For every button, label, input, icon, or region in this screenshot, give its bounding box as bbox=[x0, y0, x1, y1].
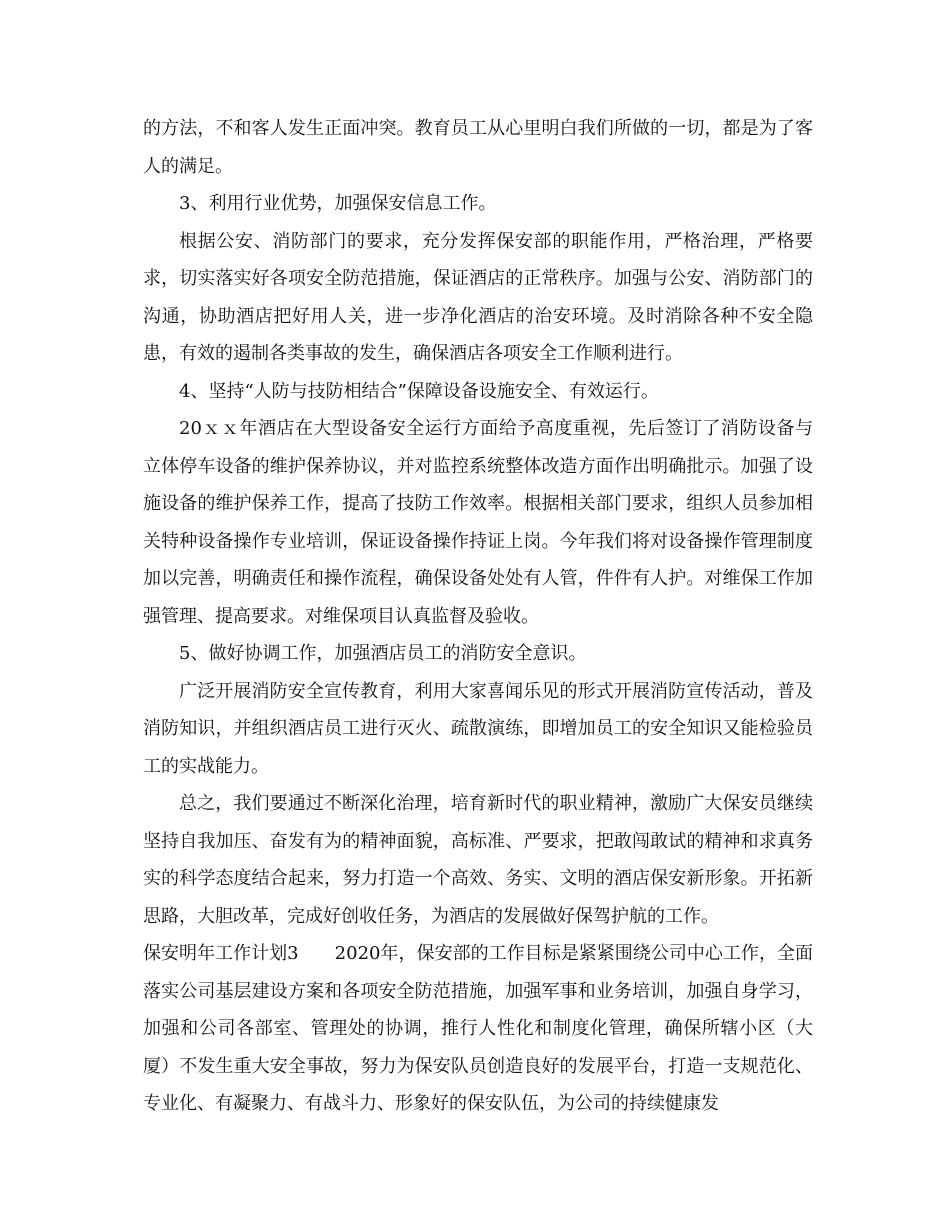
heading-item-3: 3、利用行业优势，加强保安信息工作。 bbox=[179, 193, 497, 214]
heading-item-4: 4、坚持“人防与技防相结合”保障设备设施安全、有效运行。 bbox=[179, 380, 659, 402]
document-body bbox=[143, 110, 813, 1123]
paragraph-continuation: 的方法，不和客人发生正面冲突。教育员工从心里明白我们所做的一切，都是为了客人的满足。 bbox=[143, 118, 813, 177]
paragraph-equipment-maintenance: 20ｘｘ年酒店在大型设备安全运行方面给予高度重视，先后签订了消防设备与立体停车设备的维护保养协议，并对监控系统整体改造方面作出明确批示。加强了设施设备的维护保养工作，提高了技防工作效率。根据相关部门要求，组织人员参加相关特种设备操作专业培训，保证设备操作持证上岗。今年我们将对设备操作管理制度加以完善，明确责任和操作流程，确保设备处处有人管，件件有人护。对维保工作加强管理、提高要求。对维保项目认真监督及验收。 bbox=[143, 418, 813, 627]
paragraph-security-coordination: 根据公安、消防部门的要求，充分发挥保安部的职能作用，严格治理，严格要求，切实落实好各项安全防范措施，保证酒店的正常秩序。加强与公安、消防部门的沟通，协助酒店把好用人关，进一步净化酒店的治安环境。及时消除各种不安全隐患，有效的遏制各类事故的发生，确保酒店各项安全工作顺利进行。 bbox=[143, 230, 813, 364]
paragraph-plan-3: 保安明年工作计划3 2020年，保安部的工作目标是紧紧围绕公司中心工作，全面落实公司基层建设方案和各项安全防范措施，加强军事和业务培训，加强自身学习，加强和公司各部室、管理处的协调，推行人性化和制度化管理，确保所辖小区（大厦）不发生重大安全事故，努力为保安队员创造良好的发展平台，打造一支规范化、专业化、有凝聚力、有战斗力、形象好的保安队伍，为公司的持续健康发 bbox=[143, 943, 813, 1114]
paragraph-fire-safety-education: 广泛开展消防安全宣传教育，利用大家喜闻乐见的形式开展消防宣传活动，普及消防知识，并组织酒店员工进行灭火、疏散演练，即增加员工的安全知识又能检验员工的实战能力。 bbox=[143, 680, 813, 777]
paragraph-summary: 总之，我们要通过不断深化治理，培育新时代的职业精神，激励广大保安员继续坚持自我加压、奋发有为的精神面貌，高标准、严要求，把敢闯敢试的精神和求真务实的科学态度结合起来，努力打造一个高效、务实、文明的酒店保安新形象。开拓新思路，大胆改革，完成好创收任务，为酒店的发展做好保驾护航的工作。 bbox=[143, 793, 813, 927]
heading-item-5: 5、做好协调工作，加强酒店员工的消防安全意识。 bbox=[179, 643, 587, 664]
